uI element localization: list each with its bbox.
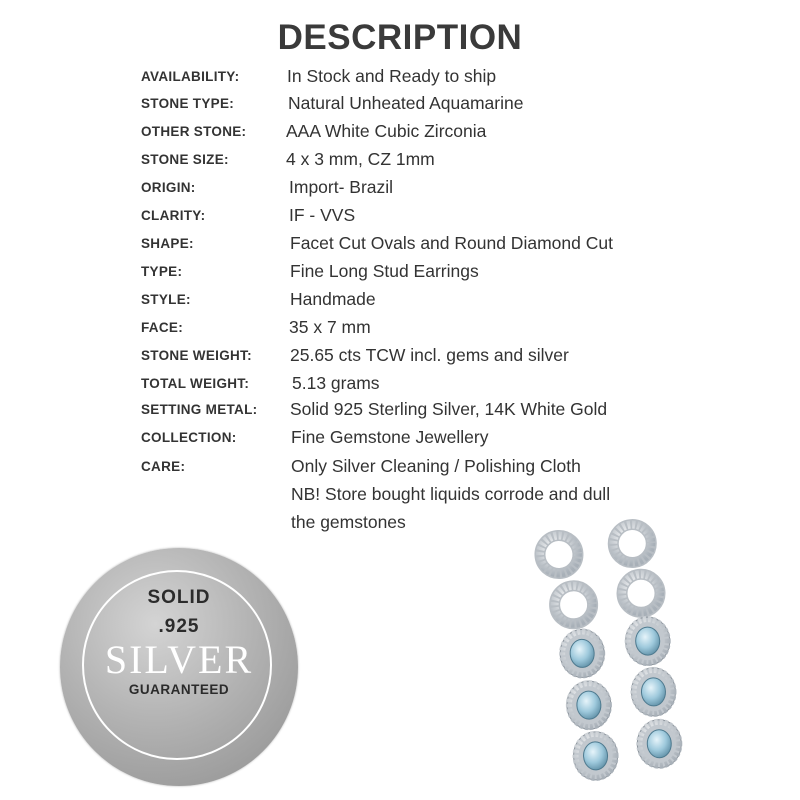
spec-value: Fine Gemstone Jewellery [291, 427, 489, 447]
spec-label: STONE SIZE: [141, 152, 229, 167]
spec-row-stone-size [0, 149, 800, 177]
spec-label: TOTAL WEIGHT: [141, 376, 250, 391]
spec-value: In Stock and Ready to ship [287, 66, 497, 86]
spec-value: 35 x 7 mm [289, 317, 371, 337]
spec-label: FACE: [141, 320, 183, 335]
spec-label: ORIGIN: [141, 180, 196, 195]
earring-left [539, 533, 619, 782]
earring-left-link-3 [559, 628, 605, 678]
spec-label: AVAILABILITY: [141, 69, 240, 84]
spec-label: SHAPE: [141, 236, 194, 251]
spec-value: Fine Long Stud Earrings [290, 261, 479, 281]
spec-value: Only Silver Cleaning / Polishing Cloth [291, 456, 581, 476]
spec-value: 4 x 3 mm, CZ 1mm [286, 149, 435, 169]
spec-label: STONE TYPE: [141, 96, 235, 111]
earring-left-link-1 [539, 535, 579, 575]
badge-925-text: .925 [158, 616, 200, 637]
silver-guarantee-badge [60, 548, 298, 786]
spec-label: OTHER STONE: [141, 124, 247, 139]
earring-left-link-2 [554, 585, 594, 625]
spec-row-stone-type [0, 93, 800, 121]
spec-value: AAA White Cubic Zirconia [286, 121, 487, 141]
spec-row-origin [0, 177, 800, 205]
spec-label: STYLE: [141, 292, 191, 307]
spec-value: Handmade [290, 289, 376, 309]
spec-row-face [0, 317, 800, 345]
earring-left-link-4 [566, 680, 612, 730]
page-title: DESCRIPTION [277, 18, 523, 57]
earring-left-link-5 [572, 731, 618, 781]
spec-row-type [0, 261, 800, 289]
spec-row-total-weight [0, 373, 800, 401]
earring-right [613, 523, 682, 769]
care-note-line-1: NB! Store bought liquids corrode and dull [291, 484, 611, 504]
badge-silver-text: SILVER [104, 637, 254, 682]
badge-solid-text: SOLID [147, 587, 211, 608]
spec-label: COLLECTION: [141, 430, 237, 445]
earring-right-link-5 [636, 719, 682, 769]
spec-row-clarity [0, 205, 800, 233]
spec-value: IF - VVS [289, 205, 356, 225]
earring-right-link-1 [613, 524, 652, 563]
spec-value: Natural Unheated Aquamarine [288, 93, 524, 113]
spec-row-collection [0, 427, 800, 455]
spec-value: Solid 925 Sterling Silver, 14K White Gold [290, 399, 608, 419]
spec-value: Import- Brazil [289, 177, 394, 197]
earring-right-link-4 [631, 667, 677, 717]
spec-row-setting-metal [0, 399, 800, 427]
spec-row-style [0, 289, 800, 317]
spec-label: TYPE: [141, 264, 183, 279]
spec-label: STONE WEIGHT: [141, 348, 252, 363]
care-note-line-2: the gemstones [291, 512, 406, 532]
spec-value: 5.13 grams [292, 373, 380, 393]
spec-row-availability [0, 66, 800, 94]
spec-label: CLARITY: [141, 208, 206, 223]
earring-right-link-3 [625, 616, 671, 666]
earrings-product-image [520, 510, 720, 790]
spec-value: 25.65 cts TCW incl. gems and silver [290, 345, 569, 365]
spec-row-stone-weight [0, 345, 800, 373]
spec-row-other-stone [0, 121, 800, 149]
spec-value: Facet Cut Ovals and Round Diamond Cut [290, 233, 613, 253]
badge-guaranteed-text: GUARANTEED [128, 682, 230, 697]
spec-row-care [0, 456, 800, 484]
spec-label: SETTING METAL: [141, 402, 258, 417]
spec-row-shape [0, 233, 800, 261]
earring-right-link-2 [621, 574, 660, 613]
spec-label: CARE: [141, 459, 186, 474]
